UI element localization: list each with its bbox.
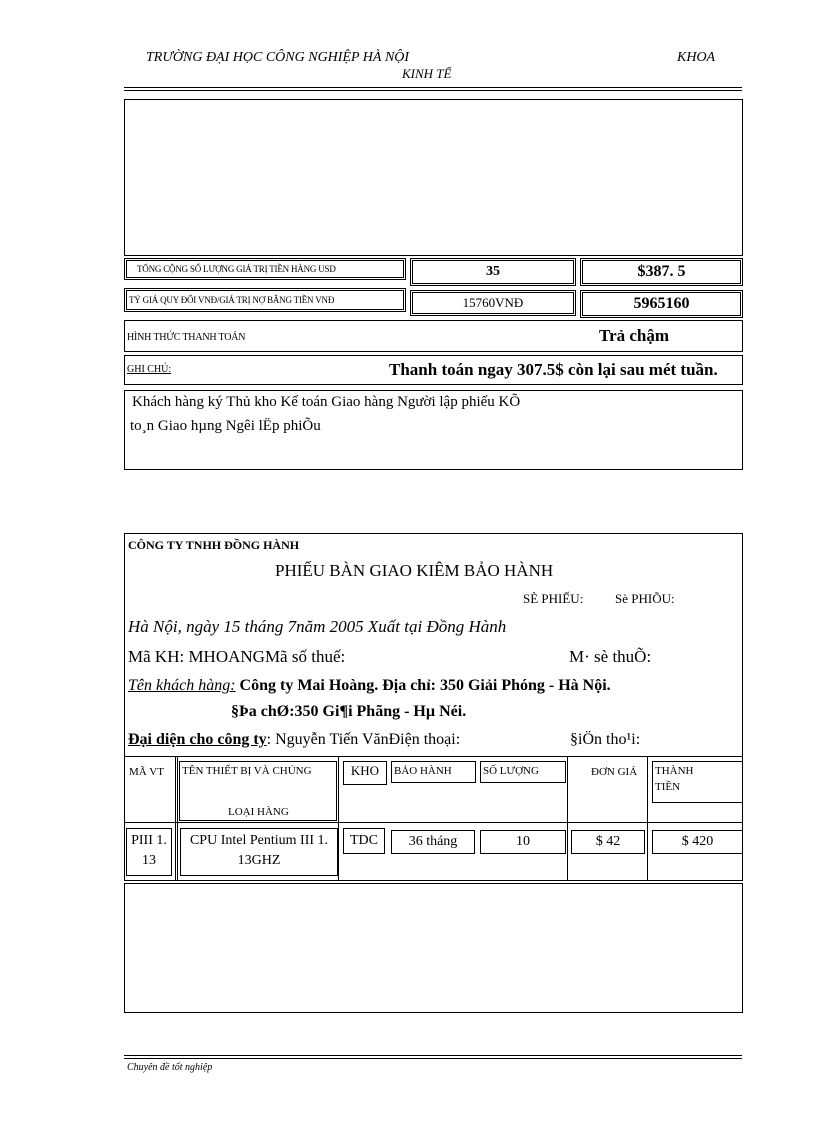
- row-amount: $ 420: [652, 830, 743, 854]
- note-label: GHI CHÚ:: [127, 364, 172, 375]
- row-price: $ 42: [571, 830, 645, 854]
- payment-value: Trả chậm: [599, 326, 670, 345]
- table-divider: [567, 757, 568, 881]
- total-usd: $387. 5: [637, 263, 686, 280]
- col-header-warehouse: KHO: [343, 761, 387, 785]
- representative-value: : Nguyễn Tiến VănĐiện thoại:: [266, 731, 461, 748]
- footer-rule-2: [124, 1058, 742, 1059]
- row-separator: [124, 822, 743, 823]
- total-qty: 35: [486, 264, 500, 279]
- delivery-form: [124, 533, 743, 757]
- row-warehouse: TDC: [343, 828, 385, 854]
- signatures-line-1: Khách hàng ký Thủ kho Kế toán Giao hàng Người lập phiếu KÕ: [132, 394, 521, 410]
- note-value: Thanh toán ngay 307.5$ còn lại sau mét tuần.: [389, 360, 718, 379]
- table-divider: [338, 757, 339, 881]
- debt-vnd: 5965160: [633, 295, 690, 312]
- customer-name-label: Tên khách hàng:: [128, 677, 236, 694]
- footer-rule: [124, 1055, 742, 1056]
- payment-box: [124, 320, 743, 352]
- tax-code-garbled: M· sè thuÕ:: [569, 647, 652, 666]
- customer-name-value: Công ty Mai Hoàng. Địa chỉ: 350 Giải Phóng - Hà Nội.: [235, 677, 611, 694]
- col-header-warranty: BẢO HÀNH: [391, 761, 476, 783]
- customer-code: Mã KH: MHOANGMã số thuế:: [128, 647, 346, 666]
- date-line: Hà Nội, ngày 15 tháng 7năm 2005 Xuất tại Đồng Hành: [128, 617, 507, 636]
- address-garbled: §Þa chØ:350 Gi¶i Phãng - Hµ Néi.: [231, 703, 467, 720]
- row-warranty: 36 tháng: [391, 830, 475, 854]
- row-qty: 10: [480, 830, 566, 854]
- blank-area-bottom: [124, 883, 743, 1013]
- signatures-box: [124, 390, 743, 470]
- slip-number-label: SÈ PHIẾU:: [523, 591, 584, 606]
- footer-text: Chuyên đề tốt nghiệp: [127, 1062, 213, 1073]
- signatures-line-2: to¸n Giao hµng Ngêi lËp phiÕu: [130, 418, 321, 434]
- company-name: CÔNG TY TNHH ĐỒNG HÀNH: [128, 538, 300, 552]
- rate-value-box: [410, 290, 576, 316]
- school-name: TRƯỜNG ĐẠI HỌC CÔNG NGHIỆP HÀ NỘI: [146, 50, 410, 65]
- row-name: CPU Intel Pentium III 1. 13GHZ: [180, 828, 338, 876]
- total-label-box: [124, 258, 406, 280]
- form-title: PHIẾU BÀN GIAO KIÊM BẢO HÀNH: [275, 561, 554, 580]
- col-header-name-box: [179, 761, 337, 821]
- table-divider: [647, 757, 648, 881]
- col-header-amount: [652, 761, 743, 803]
- row-code: PIII 1. 13: [126, 828, 172, 876]
- representative-label: Đại diện cho công ty: [128, 731, 267, 748]
- slip-number-garbled: Sè PHIÕU:: [615, 591, 675, 606]
- total-qty-box: [410, 258, 576, 286]
- col-header-price: [571, 763, 645, 781]
- header-rule: [124, 87, 742, 88]
- col-header-price-text: ĐƠN GIÁ: [591, 766, 638, 778]
- phone-garbled: §iÖn tho¹i:: [570, 731, 641, 748]
- col-header-name-sub: LOẠI HÀNG: [228, 806, 289, 818]
- blank-area-top: [124, 99, 743, 256]
- header-rule-2: [124, 90, 742, 91]
- table-divider: [175, 757, 178, 881]
- col-header-amount-text: THÀNH TIỀN: [655, 765, 694, 793]
- rate-value: 15760VNĐ: [462, 295, 524, 310]
- rate-label-box: [124, 288, 406, 312]
- payment-label: HÌNH THỨC THANH TOÁN: [127, 332, 246, 343]
- faculty-label: KHOA: [677, 50, 716, 65]
- faculty-name: KINH TẾ: [402, 66, 452, 81]
- col-header-name: TÊN THIẾT BỊ VÀ CHỦNG: [182, 765, 312, 777]
- col-header-qty: SỐ LƯỢNG: [480, 761, 566, 783]
- debt-vnd-box: [580, 290, 743, 318]
- total-label: TỔNG CỘNG SỐ LƯỢNG GIÁ TRỊ TIỀN HÀNG USD: [137, 264, 336, 274]
- note-box: [124, 355, 743, 385]
- rate-label: TỶ GIÁ QUY ĐỔI VNĐ/GIÁ TRỊ NỢ BẰNG TIỀN VNĐ: [129, 295, 335, 305]
- col-header-code: MÃ VT: [129, 766, 164, 778]
- total-usd-box: [580, 258, 743, 286]
